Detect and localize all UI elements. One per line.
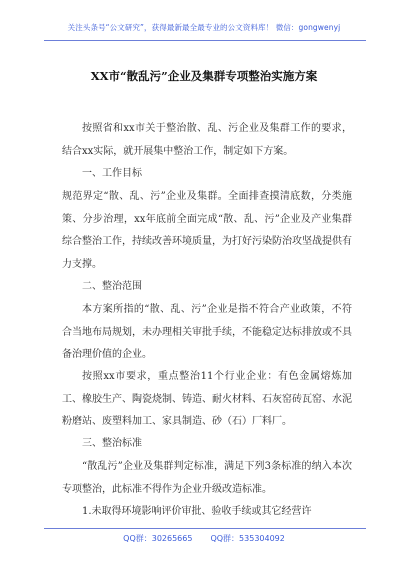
footer-contact [0,533,408,544]
goals-paragraph: 规范界定“散、乱、污”企业及集群。全面排查摸清底数，分类施策、分步治理，xx年底前全面完成“散、乱、污”企业及产业集群综合整治工作，持续改善环境质量，为打好污染防治攻坚战提供有力支撑。 [62,191,352,270]
footer-divider [44,528,366,529]
intro-paragraph: 按照省和xx市关于整治散、乱、污企业及集群工作的要求，结合xx实际，就开展集中整治工作，制定如下方案。 [62,123,352,157]
scope-paragraph-definition: 本方案所指的“散、乱、污”企业是指不符合产业政策，不符合当地布局规划，未办理相关审批手续，不能稳定达标排放或不具备治理价值的企业。 [62,304,352,360]
section-heading-goals: 一、工作目标 [82,168,142,179]
section-heading-scope: 二、整治范围 [82,281,142,292]
standards-paragraph: “散乱污”企业及集群判定标准，满足下列3条标准的纳入本次专项整治，此标准不得作为企业升级改造标准。 [62,461,352,495]
section-heading-standards: 三、整治标准 [82,438,142,449]
header-divider [44,40,366,41]
footer-qq-group-2: QQ群：535304092 [210,534,285,543]
page-title: XX市“散乱污”企业及集群专项整治实施方案 [90,69,318,83]
footer-qq-group-1: QQ群：30265665 [123,534,193,543]
standards-item-1: 1.未取得环境影响评价审批、验收手续或其它经营许 [82,506,312,517]
scope-paragraph-industries: 按照xx市要求，重点整治11个行业企业：有色金属熔炼加工、橡胶生产、陶瓷烧制、铸造、耐火材料、石灰窑砖瓦窑、水泥粉磨站、废塑料加工、家具制造、砂（石）厂料厂。 [62,371,352,427]
header-banner: 关注头条号“公文研究”，获得最新最全最专业的公文资料库！ 微信：gongwenyj [67,23,341,32]
